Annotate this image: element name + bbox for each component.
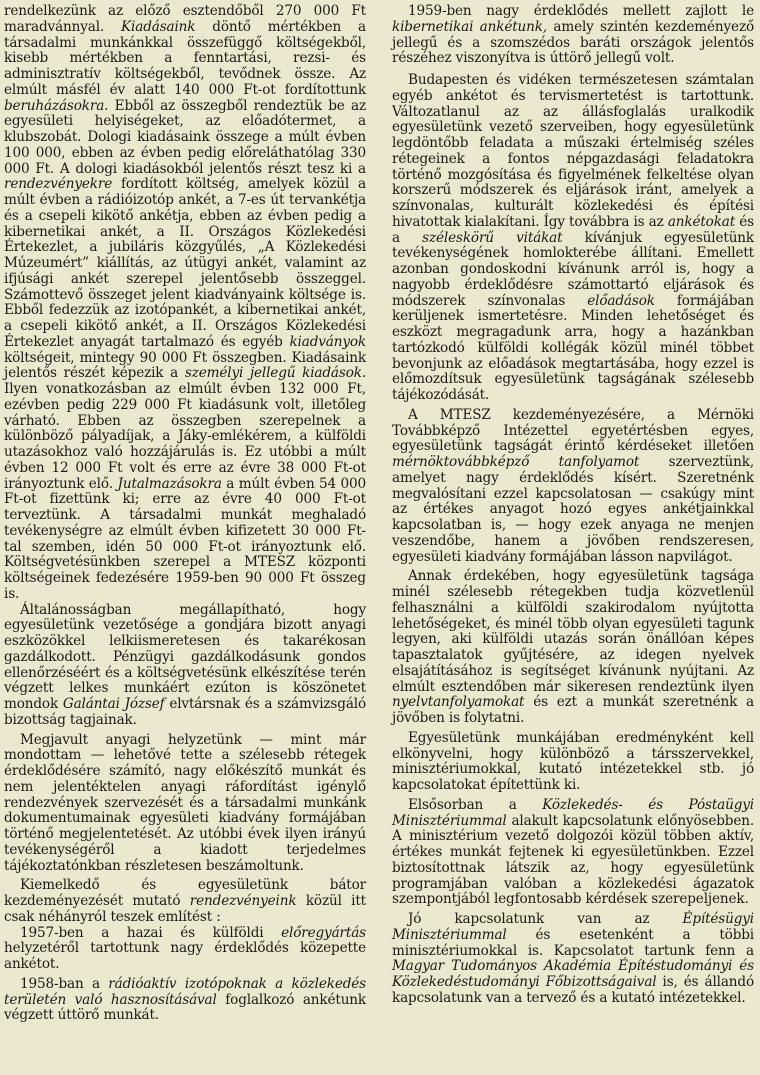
emphasized-text: Közlekedés- és Póstaügyi Minisztériummal bbox=[392, 796, 755, 829]
paragraph bbox=[4, 4, 366, 603]
paragraph bbox=[4, 977, 366, 1024]
text-run: fordított költség, amelyek közül a múlt évben a rádióizotóp ankét, a 7-es út tervankétja és a csepeli kikötő ankétja, ebben az évben pedig a kibernetikai ankét, a II. Országos Közlekedési Értekezlet, a jubiláris közgyűlés, „A Közlekedési Múzeumért” kiállítás, az útügyi ankét, valamint az ifjúsági ankét szerepel jelentősebb összeggel. Számottevő összeget jelent kiadványaink költsége is. Ebből fedezzük az izotópankét, a kibernetikai ankét, a csepeli kikötő ankét, a II. Országos Közlekedési Értekezlet anyagát tartalmazó és egyéb bbox=[4, 176, 366, 350]
text-run: 1957-ben a hazai és külföldi bbox=[20, 924, 282, 941]
text-run: költségeit, mintegy 90 000 Ft összegben. Kiadásaink jelentős részét képezik a bbox=[4, 349, 366, 382]
paragraph bbox=[392, 798, 754, 908]
text-run: foglalkozó ankétunk végzett úttörő munkát. bbox=[4, 991, 366, 1024]
text-run: és ezt a munkát szeretnénk a jövőben is folytatni. bbox=[392, 694, 754, 726]
text-run: amely szintén kezdeményező jellegű és a szomszédos baráti országok jelentős részéhez viszonyítva is úttörő jellegű volt. bbox=[392, 18, 755, 67]
text-run: A MTESZ kezdeményezésére, a Mérnöki Továbbképző Intézettel egyetértésben egyes, egyesületünk tagságát érintő kérdéseket illetően bbox=[392, 406, 754, 455]
text-run: helyzetéről tartottunk nagy érdeklődés közepette ankétot. bbox=[4, 940, 366, 972]
emphasized-text: rendezvényekre bbox=[4, 176, 113, 193]
text-run: elvtársnak és a számvizsgáló bizottság tagjainak. bbox=[4, 696, 366, 728]
text-run: szerveztünk, amelyet nagy érdeklődés kísért. Szeretnénk megvalósítani ezzel kapcsolatosan — csakúgy mint az értékes anyagot hozó egyes ankétjainkkal kapcsolatban is, — hogy ezek anyaga ne menjen veszendőbe, hanem a jövőben rendszeresen, egyesületi kiadvány formájában lásson napvilágot. bbox=[392, 454, 754, 565]
text-run: Jó kapcsolatunk van az bbox=[408, 911, 683, 927]
emphasized-text: széleskörű vitákat bbox=[422, 229, 563, 246]
text-run: formájában kerüljenek ismertetésre. Minden lehetőséget és eszközt megragadunk arra, hogy a hazánkban tartózkodó külföldi kollégák közül minél többet bevonjunk az előadások megtartásába, hogy ezzel is előmozdítsuk egyesületünk tagságának szélesebb tájékozódását. bbox=[392, 292, 754, 403]
paragraph bbox=[392, 73, 754, 404]
emphasized-text: beruházásokra. bbox=[4, 97, 109, 114]
paragraph bbox=[4, 926, 366, 973]
text-run: Ilyen vonatkozásban az elmúlt évben 132 000 Ft, ezévben pedig 229 000 Ft kiadásunk volt, illetőleg várható. Ebben az összegben szerepelnek a különböző pályadíjak, a Jáky-emlékérem, a külföldi utazásokhoz való hozzájárulás is. Ez utóbbi a múlt évben 12 000 Ft volt és erre az évre 38 000 Ft-ot irányoztunk elő. bbox=[4, 381, 366, 492]
emphasized-text: nyelvtanfolyamokat bbox=[392, 694, 525, 711]
text-run: kívánjuk egyesületünk tevékenységének homlokterébe állítani. Emellett azonban gondoskodni kívánunk arról is, hogy a nagyobb érdeklődésre számottartó eljárások és módszerek színvonalas bbox=[392, 229, 754, 309]
emphasized-text: előregyártás bbox=[281, 924, 366, 941]
text-run: Általánosságban megállapítható, hogy egyesületünk vezetősége a gondjára bizott anyagi eszközökkel lelkiismeretesen és takarékosan gazdálkodott. Pénzügyi gazdálkodásunk gondos ellenőrzéséért és a költségvetésünk elkészítése terén végzett lelkes munkáért ezúton is köszönetet mondok bbox=[4, 601, 366, 712]
emphasized-text: Építésügyi Minisztériummal bbox=[392, 911, 754, 943]
emphasized-text: ankétokat bbox=[667, 213, 736, 230]
paragraph bbox=[392, 912, 754, 1007]
emphasized-text: Magyar Tudományos Akadémia Építéstudományi és Közlekedéstudományi Főbizottságaival bbox=[392, 958, 754, 990]
text-run: 1958-ban a bbox=[20, 975, 109, 992]
right-column bbox=[392, 4, 754, 1007]
text-run: Elsősorban a bbox=[408, 796, 543, 813]
text-run: Kiemelkedő és egyesületünk bátor kezdeményezését mutató bbox=[4, 877, 366, 909]
emphasized-text: személyi jellegű kiadások. bbox=[184, 365, 366, 382]
text-run: alakult kapcsolatunk előnyösebben. A minisztérium vezető dolgozói közül többen aktív, értékes munkát fejtenek ki egyesületünkben. Ezzel biztosítottnak látszik az, hogy egyesületünk programjában valóban a közlekedési ágazatok szempontjából legfontosabb kérdések szerepeljenek. bbox=[392, 812, 754, 908]
text-run: Annak érdekében, hogy egyesületünk tagsága minél szélesebb rétegekben tudja közvetlenül felhasználni a külföldi szakirodalom nyújtotta lehetőségeket, és minél több olyan egyesületi tagunk legyen, aki külföldi utazás során önállóan képes tapasztalatok gyűjtésére, az idegen nyelvek elsajátításához is segítséget kívánunk nyújtani. Az elmúlt esztendőben már sikeresen rendeztünk ilyen bbox=[392, 568, 754, 695]
text-run: Budapesten és vidéken természetesen számtalan egyéb ankétot és tervismertetést is tartottunk. Változatlanul az az állásfoglalás uralkodik egyesületünk vezető szerveiben, hogy egyesületünk legdöntőbb feladata a műszaki értelmiség széles rétegeinek a fontos népgazdasági feladatokra történő mozgósítása és figyelmének felkeltése olyan korszerű módszerek és eljárások iránt, amelyek a színvonalas, kulturált közlekedési és építési hivatottak kialakítani. Így továbbra is az bbox=[392, 72, 754, 230]
text-run: döntő mértékben a társadalmi munkánkkal összefüggő költségekből, kisebb mértékben a fenntartási, rezsi- és adminisztratív költségekből, tevődnek össze. Az elmúlt másfél év alatt 140 000 Ft-ot fordítottunk bbox=[4, 18, 366, 98]
text-run: is, és állandó kapcsolatunk van a tervező és a kutató intézetekkel. bbox=[392, 974, 754, 1006]
left-column bbox=[4, 4, 366, 1024]
text-run: 1959-ben nagy érdeklődés mellett zajlott le bbox=[408, 3, 754, 19]
paragraph bbox=[4, 733, 366, 875]
emphasized-text: mérnöktovábbképző tanfolyamot bbox=[392, 454, 640, 470]
text-run: Megjavult anyagi helyzetünk — mint már mondottam — lehetővé tette a szélesebb rétegek érdeklődésére számító, nagy előkészítő munkát és nem jelentéktelen anyagi ráfordítást igénylő rendezvények szervezését és a társadalmi munkánk dokumentumainak egyesületi kiadvány formájában történő megjelentetését. Az utóbbi évek ilyen irányú tevékenységéről a kiadott terjedelmes tájékoztatónkban részletesen beszámoltunk. bbox=[4, 731, 366, 874]
emphasized-text: Galántai József bbox=[62, 696, 165, 712]
text-run: Ebből az összegből rendeztük be az egyesületi helyiségeket, az előadótermet, a klubszobát. Dologi kiadásaink összege a múlt évben 100 000, ebben az évben pedig előreláthatólag 330 000 Ft. A dologi kiadásokból jelentős részt tesz ki a bbox=[4, 97, 366, 177]
paragraph bbox=[392, 4, 754, 67]
paragraph bbox=[4, 878, 366, 925]
text-run: és esetenként a többi minisztériumokkal is. Kapcsolatot tartunk fenn a bbox=[392, 926, 754, 959]
emphasized-text: rádióaktív izotópoknak a közlekedés területén való hasznosításával bbox=[4, 975, 366, 1008]
text-run: a múlt évben 54 000 Ft-ot fizettünk ki; erre az évre 40 000 Ft-ot terveztünk. A társadalmi munkát meghaladó tevékenységre az elmúlt évben kifizetett 30 000 Ft-tal szemben, idén 50 000 Ft-ot irányoztunk elő. Költségvetésünkben szerepel a MTESZ központi költségeinek fedezésére 1959-ben 90 000 Ft összeg is. bbox=[4, 475, 366, 602]
paragraph bbox=[392, 569, 754, 727]
paragraph bbox=[4, 603, 366, 729]
emphasized-text: kiadványok bbox=[289, 333, 366, 350]
paragraph bbox=[392, 408, 754, 566]
text-run: közül itt csak néhányról teszek említést : bbox=[4, 893, 366, 925]
text-run: Egyesületünk munkájában eredményként kell elkönyvelni, hogy különböző a társszervekkel, minisztériumokkal, kutató intézetekkel stb. jó kapcsolatokat építettünk ki. bbox=[392, 729, 754, 793]
emphasized-text: előadások bbox=[587, 292, 655, 309]
emphasized-text: Jutalmazásokra bbox=[117, 475, 222, 492]
paragraph bbox=[392, 731, 754, 794]
text-run: rendelkezünk az előző esztendőből 270 000 Ft maradvánnyal. bbox=[4, 3, 366, 35]
emphasized-text: rendezvényeink bbox=[189, 893, 297, 909]
emphasized-text: Kiadásaink bbox=[121, 18, 196, 35]
emphasized-text: kibernetikai ankétunk, bbox=[392, 18, 548, 35]
text-run: és a bbox=[392, 213, 754, 246]
